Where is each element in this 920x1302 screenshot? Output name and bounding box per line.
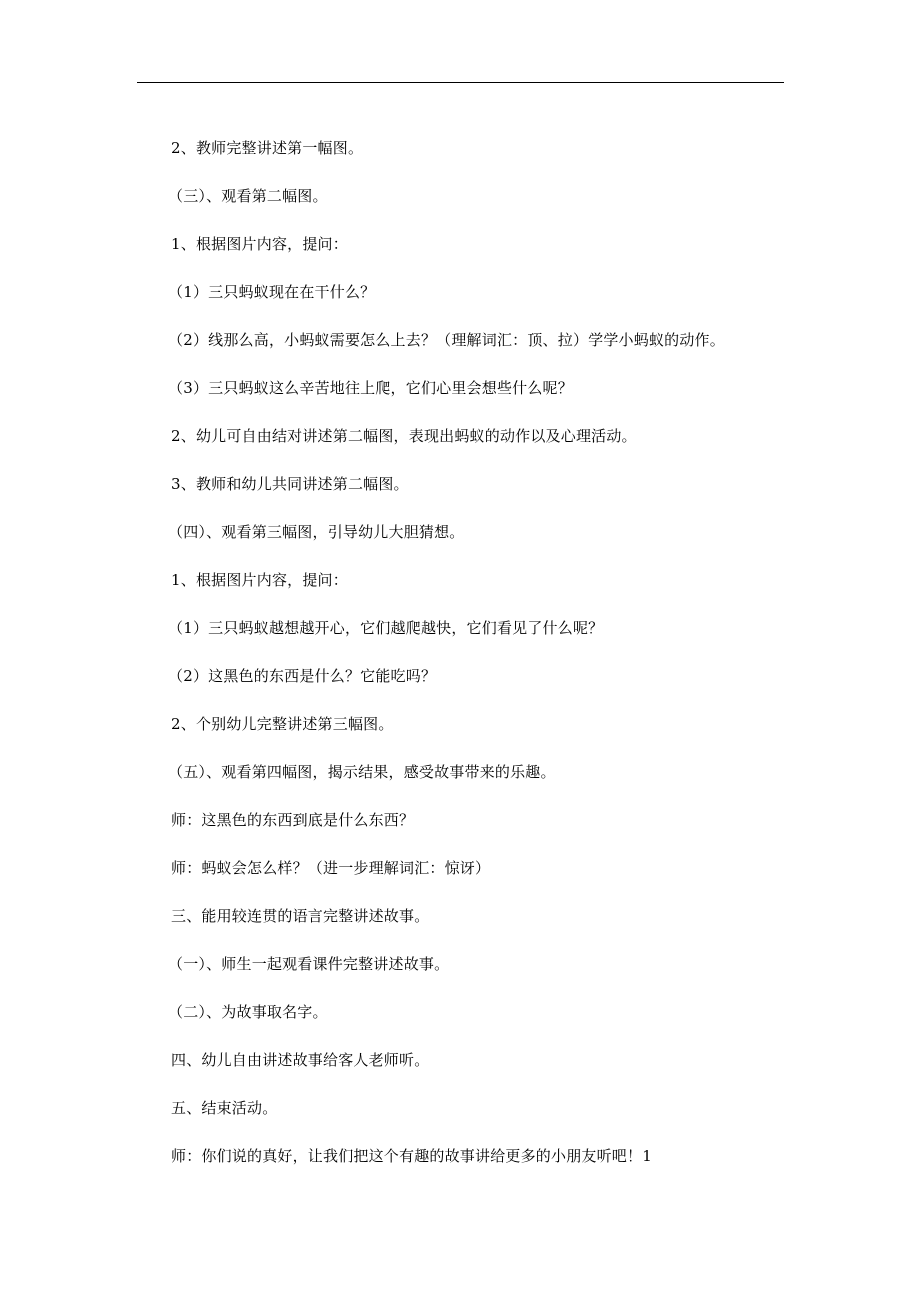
section-heading: （一）、师生一起观看课件完整讲述故事。 bbox=[168, 955, 450, 973]
paragraph-line: 2、个别幼儿完整讲述第三幅图。 bbox=[171, 715, 394, 733]
paragraph-line: 1、根据图片内容，提问： bbox=[171, 235, 348, 253]
dialogue-line: 师：这黑色的东西到底是什么东西？ bbox=[171, 811, 415, 829]
section-heading: 三、能用较连贯的语言完整讲述故事。 bbox=[171, 907, 430, 925]
paragraph-line: 2、幼儿可自由结对讲述第二幅图，表现出蚂蚁的动作以及心理活动。 bbox=[171, 427, 637, 445]
section-heading: （二）、为故事取名字。 bbox=[168, 1003, 328, 1021]
section-heading: （三）、观看第二幅图。 bbox=[168, 187, 328, 205]
paragraph-line: 3、教师和幼儿共同讲述第二幅图。 bbox=[171, 475, 409, 493]
section-heading: 四、幼儿自由讲述故事给客人老师听。 bbox=[171, 1051, 430, 1069]
section-heading: （四）、观看第三幅图，引导幼儿大胆猜想。 bbox=[168, 523, 465, 541]
section-heading: （五）、观看第四幅图，揭示结果，感受故事带来的乐趣。 bbox=[168, 763, 556, 781]
question-line: （2）线那么高，小蚂蚁需要怎么上去？（理解词汇：顶、拉）学学小蚂蚁的动作。 bbox=[168, 331, 725, 349]
section-heading: 五、结束活动。 bbox=[171, 1099, 278, 1117]
question-line: （2）这黑色的东西是什么？它能吃吗？ bbox=[168, 667, 437, 685]
paragraph-line: 2、教师完整讲述第一幅图。 bbox=[171, 139, 364, 157]
question-line: （1）三只蚂蚁现在在干什么？ bbox=[168, 283, 376, 301]
paragraph-line: 1、根据图片内容，提问： bbox=[171, 571, 348, 589]
question-line: （1）三只蚂蚁越想越开心，它们越爬越快，它们看见了什么呢？ bbox=[168, 619, 604, 637]
dialogue-line: 师：你们说的真好，让我们把这个有趣的故事讲给更多的小朋友听吧！1 bbox=[171, 1147, 652, 1165]
dialogue-line: 师：蚂蚁会怎么样？（进一步理解词汇：惊讶） bbox=[171, 859, 491, 877]
question-line: （3）三只蚂蚁这么辛苦地往上爬，它们心里会想些什么呢？ bbox=[168, 379, 573, 397]
